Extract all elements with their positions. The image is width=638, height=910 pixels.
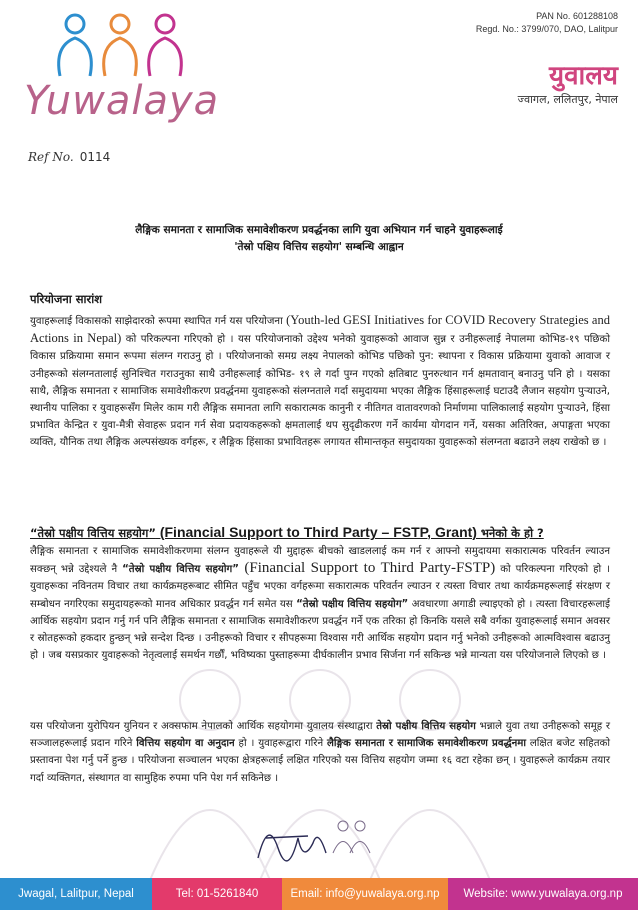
summary-text-1: युवाहरूलाई विकासको साझेदारको रूपमा स्थापित गर्न यस परियोजना xyxy=(30,316,287,327)
funding-text-f: लैङ्गिक समानता र सामाजिक समावेशीकरण प्रवर्द्धनमा xyxy=(326,738,527,750)
summary-title: परियोजना सारांश xyxy=(30,292,103,306)
reference xyxy=(28,150,110,164)
footer-email[interactable]: Email: info@yuwalaya.org.np xyxy=(282,878,448,910)
footer-bar xyxy=(0,878,638,910)
fstp-text-d: को परिकल्पना गरिएको हो । युवाहरूका नविनतम विचार तथा कार्यक्रमहरूबाट सीमित पहुँच भएका वर्गहरूमा सकारात्मक परिवर्तन ल्याउन र त्यस्ता विचार तथा कार्यक्रमहरूलाई संरक्षण र सम्बोधन नगरिएका समुदायहरूको मानव अधिकार प्रवर्द्धन गर्न समेत यस xyxy=(30,564,610,610)
registration-info xyxy=(476,10,618,36)
summary-text-2: को परिकल्पना गरिएको हो । यस परियोजनाको उद्देश्य भनेको युवाहरूको आवाज सुन्न र उनीहरूलाई नेपालमा कोभिड-१९ पछिको विकास प्रक्रियामा समान रूपमा संलग्न गराउनु हो । परियोजनाको समग्र लक्ष्य नेपालको कोभिड पछिको पुन: स्थापना र विकास प्रक्रियामा युवाको आवाज र उनीहरूको संलग्नतालाई सुनिश्चित गराउनुका साथै उनीहरूलाई कोभिड- १९ ले गर्दा पुग्न गएको क्षतिबाट पुनरुत्थान गर्न क्षमतावान् बनाउनु पनि हो । यसका साथै, लैङ्गिक समानता र सामाजिक समावेशीकरण प्रवर्द्धनमा युवाहरूको संलग्नताले गर्दा समुदायमा भएका लैङ्गिक हिंसाहरूलाई घटाउदै लैजान सहयोग पुऱ्याउने, स्थानीय पालिका र युवाहरूसँग मिलेर काम गरी लैङ्गिक समानता लागि सकारात्मक कानुनी र नीतिगत वातावरणको निर्माणमा पालिकालाई सहयोग पुऱ्याउने, हिंसा प्रभावित केन्द्रित र युवा-मैत्री सेवाहरू प्रदान गर्न सेवा प्रदायकहरूको क्षमतालाई थप सुदृढीकरण गर्ने कार्यमा योगदान गर्ने, यसका अतिरिक्त, अपाङ्गता भएका व्यक्ति, यौनिक तथा लैङ्गिक अल्पसंख्यक वर्गहरू, र लैङ्गिक हिंसाका प्रभावितहरू लगायत सीमान्तकृत समुदायका युवाहरूको संलग्नता बढाउने लक्ष्य राखेको छ । xyxy=(30,334,610,449)
fstp-question-np: “तेस्रो पक्षीय वित्तिय सहयोग” xyxy=(30,526,156,540)
pan-number: PAN No. 601288108 xyxy=(536,11,618,21)
funding-paragraph xyxy=(30,718,610,787)
funding-text-g: लक्षित बजेट सहितको प्रस्तावना पेश गर्नु पर्ने हुन्छ । परियोजना सञ्चालन भएका क्षेत्रहरूलाई लक्षित गरिएको यस वित्तिय सहयोग जम्मा १६ वटा रहेका छन् । युवाहरूले कार्यक्रम तयार गर्दा व्यक्तिगत, संस्थागत वा सामुहिक रुपमा पनि पेश गर्न सकिनेछ । xyxy=(30,738,610,784)
org-name-nepali: युवालय xyxy=(549,61,618,91)
funding-text-a: यस परियोजना युरोपियन युनियन र अक्सफाम नेपालको आर्थिक सहयोगमा युवालय संस्थाद्वारा xyxy=(30,721,377,732)
document-heading xyxy=(30,222,608,256)
fstp-text-b: “तेस्रो पक्षीय वित्तिय सहयोग” xyxy=(122,564,239,576)
fstp-text-a: लैङ्गिक समानता र सामाजिक समावेशीकरणमा संलग्न युवाहरूले यी मुद्दाहरू बीचको खाडललाई कम गर्न र आफ्नो समुदायमा सकारात्मक परिवर्तन ल्याउन सक्छन् भन्ने उद्देश्यले नै xyxy=(30,546,610,576)
footer-phone: Tel: 01-5261840 xyxy=(152,878,282,910)
funding-text-d: वित्तिय सहयोग वा अनुदान xyxy=(136,738,235,750)
fstp-text-e: “तेस्रो पक्षीय वित्तिय सहयोग” xyxy=(296,598,409,610)
fstp-question-en: (Financial Support to Third Party – FSTP, Grant) xyxy=(155,524,481,540)
org-address-nepali: ज्वागल, ललितपुर, नेपाल xyxy=(517,93,618,106)
project-name-english: (Youth-led GESI Initiatives for COVID Recovery Strategies and Actions in Nepal) xyxy=(30,313,610,346)
fstp-question-end: भनेको के हो ? xyxy=(480,526,544,540)
org-nepali xyxy=(518,60,618,107)
summary-paragraph xyxy=(30,312,610,452)
regd-number: Regd. No.: 3799/070, DAO, Lalitpur xyxy=(475,24,618,34)
fstp-paragraph xyxy=(30,543,610,664)
heading-line-2: 'तेस्रो पक्षिय वित्तिय सहयोग' सम्बन्धि आह्वान xyxy=(234,241,404,253)
funding-text-e: हो । युवाहरूद्वारा गरिने xyxy=(234,738,327,750)
footer-address: Jwagal, Lalitpur, Nepal xyxy=(0,878,152,910)
footer-website[interactable]: Website: www.yuwalaya.org.np xyxy=(448,878,638,910)
ref-number: 0114 xyxy=(79,150,111,164)
ref-label: Ref No. xyxy=(28,150,74,164)
brand-name: Yuwalaya xyxy=(24,78,220,124)
signature-stamp xyxy=(248,808,388,878)
fstp-text-f: अवधारणा अगाडी ल्याइएको हो । त्यस्ता विचारहरूलाई आर्थिक सहयोग प्रदान गर्नु गर्न पनि लैङ्गिक समानता र सामाजिक समावेशीकरण प्रवर्द्धन गर्ने एक तरिका हो किनकि यसले सबै वर्गका युवाहरूलाई समान अवसर र स्रोतहरूको हकदार हुन्छन् भन्ने सन्देश दिन्छ । उनीहरूको विचार र सीपहरूमा विश्वास गरी आर्थिक सहयोग प्रदान गर्नु भनेको उनीहरूको आत्मविश्वास बढाउनु हो । जब यसप्रकार युवाहरूको नेतृत्वलाई समर्थन गर्छौं, भविष्यका पुस्ताहरूमा दीर्घकालीन प्रभाव सिर्जना गर्न सकिन्छ भन्ने मान्यता यस परियोजनाले लिएको छ । xyxy=(30,598,611,662)
fstp-question xyxy=(30,524,620,541)
funding-text-b: तेस्रो पक्षीय वित्तिय सहयोग xyxy=(376,721,476,732)
heading-line-1: लैङ्गिक समानता र सामाजिक समावेशीकरण प्रवर्द्धनका लागि युवा अभियान गर्न चाहने युवाहरूलाई xyxy=(135,224,503,236)
fstp-text-c: (Financial Support to Third Party-FSTP) xyxy=(238,560,496,577)
funding-text-c: भन्नाले युवा तथा उनीहरूको समूह र सञ्जालहरूलाई प्रदान गरिने xyxy=(30,721,610,750)
